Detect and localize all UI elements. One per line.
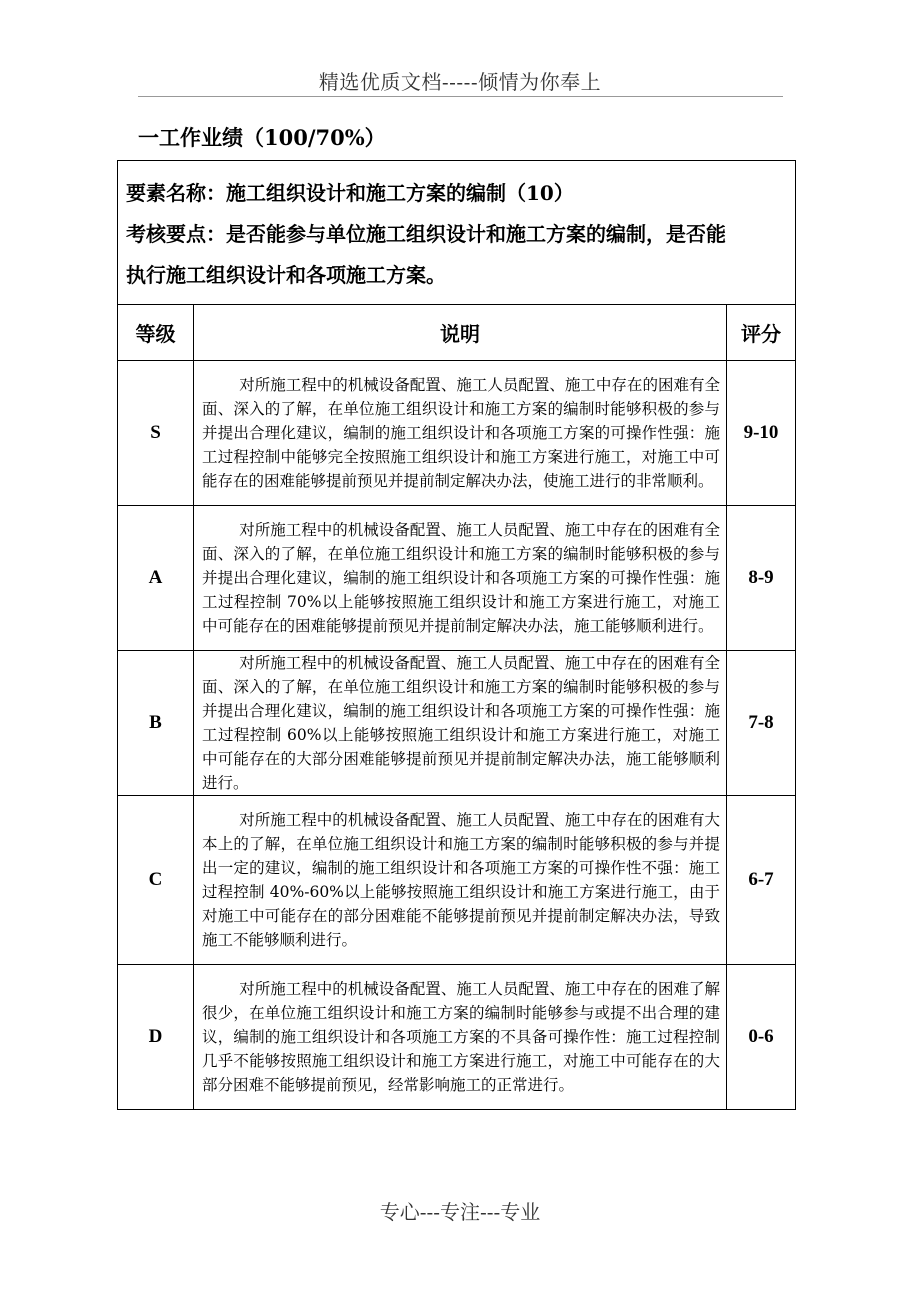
page-header: 精选优质文档-----倾情为你奉上 — [318, 70, 602, 94]
element-info-cell — [118, 161, 796, 305]
table-row — [118, 361, 796, 506]
description-cell: 对所施工程中的机械设备配置、施工人员配置、施工中存在的困难有全面、深入的了解，在单位施工组织设计和施工方案的编制时能够积极的参与并提出合理化建议，编制的施工组织设计和各项施工方案的可操作性强：施工过程控制 70%以上能够按照施工组织设计和施工方案进行施工，对施工中可能存在的困难能够提前预见并提前制定解决办法，施工能够顺利进行。 — [194, 506, 727, 651]
grade-cell: D — [118, 965, 194, 1110]
table-header-row — [118, 305, 796, 361]
assessment-points-line-2: 执行施工组织设计和各项施工方案。 — [126, 262, 446, 287]
score-column-header: 评分 — [727, 305, 796, 361]
evaluation-table — [117, 160, 796, 1110]
section-title: 一工作业绩（100/70%） — [138, 125, 386, 150]
grade-cell: B — [118, 651, 194, 796]
grade-cell: C — [118, 796, 194, 965]
element-name: 要素名称：施工组织设计和施工方案的编制（10） — [126, 180, 574, 205]
description-column-header: 说明 — [194, 305, 727, 361]
score-cell: 6-7 — [727, 796, 796, 965]
description-cell: 对所施工程中的机械设备配置、施工人员配置、施工中存在的困难有大本上的了解，在单位施工组织设计和施工方案的编制时能够积极的参与并提出一定的建议，编制的施工组织设计和各项施工方案的可操作性不强：施工过程控制 40%-60%以上能够按照施工组织设计和施工方案进行施工，由于对施工中可能存在的部分困难能不能够提前预见并提前制定解决办法，导致施工不能够顺利进行。 — [194, 796, 727, 965]
table-row — [118, 651, 796, 796]
description-cell: 对所施工程中的机械设备配置、施工人员配置、施工中存在的困难了解很少，在单位施工组织设计和施工方案的编制时能够参与或提不出合理的建议，编制的施工组织设计和各项施工方案的不具备可操作性：施工过程控制几乎不能够按照施工组织设计和施工方案进行施工，对施工中可能存在的大部分困难不能够提前预见，经常影响施工的正常进行。 — [194, 965, 727, 1110]
grade-cell: S — [118, 361, 194, 506]
page-footer: 专心---专注---专业 — [379, 1200, 541, 1224]
description-cell: 对所施工程中的机械设备配置、施工人员配置、施工中存在的困难有全面、深入的了解，在单位施工组织设计和施工方案的编制时能够积极的参与并提出合理化建议，编制的施工组织设计和各项施工方案的可操作性强：施工过程控制中能够完全按照施工组织设计和施工方案进行施工，对施工中可能存在的困难能够提前预见并提前制定解决办法，使施工进行的非常顺利。 — [194, 361, 727, 506]
assessment-points-line-1: 考核要点：是否能参与单位施工组织设计和施工方案的编制，是否能 — [126, 221, 726, 246]
grade-cell: A — [118, 506, 194, 651]
score-cell: 8-9 — [727, 506, 796, 651]
table-row — [118, 506, 796, 651]
score-cell: 9-10 — [727, 361, 796, 506]
description-cell: 对所施工程中的机械设备配置、施工人员配置、施工中存在的困难有全面、深入的了解，在单位施工组织设计和施工方案的编制时能够积极的参与并提出合理化建议，编制的施工组织设计和各项施工方案的可操作性强：施工过程控制 60%以上能够按照施工组织设计和施工方案进行施工，对施工中可能存在的大部分困难能够提前预见并提前制定解决办法，施工能够顺利进行。 — [194, 651, 727, 796]
table-row — [118, 965, 796, 1110]
score-cell: 0-6 — [727, 965, 796, 1110]
grade-column-header: 等级 — [118, 305, 194, 361]
header-divider — [138, 96, 783, 97]
score-cell: 7-8 — [727, 651, 796, 796]
table-row — [118, 796, 796, 965]
